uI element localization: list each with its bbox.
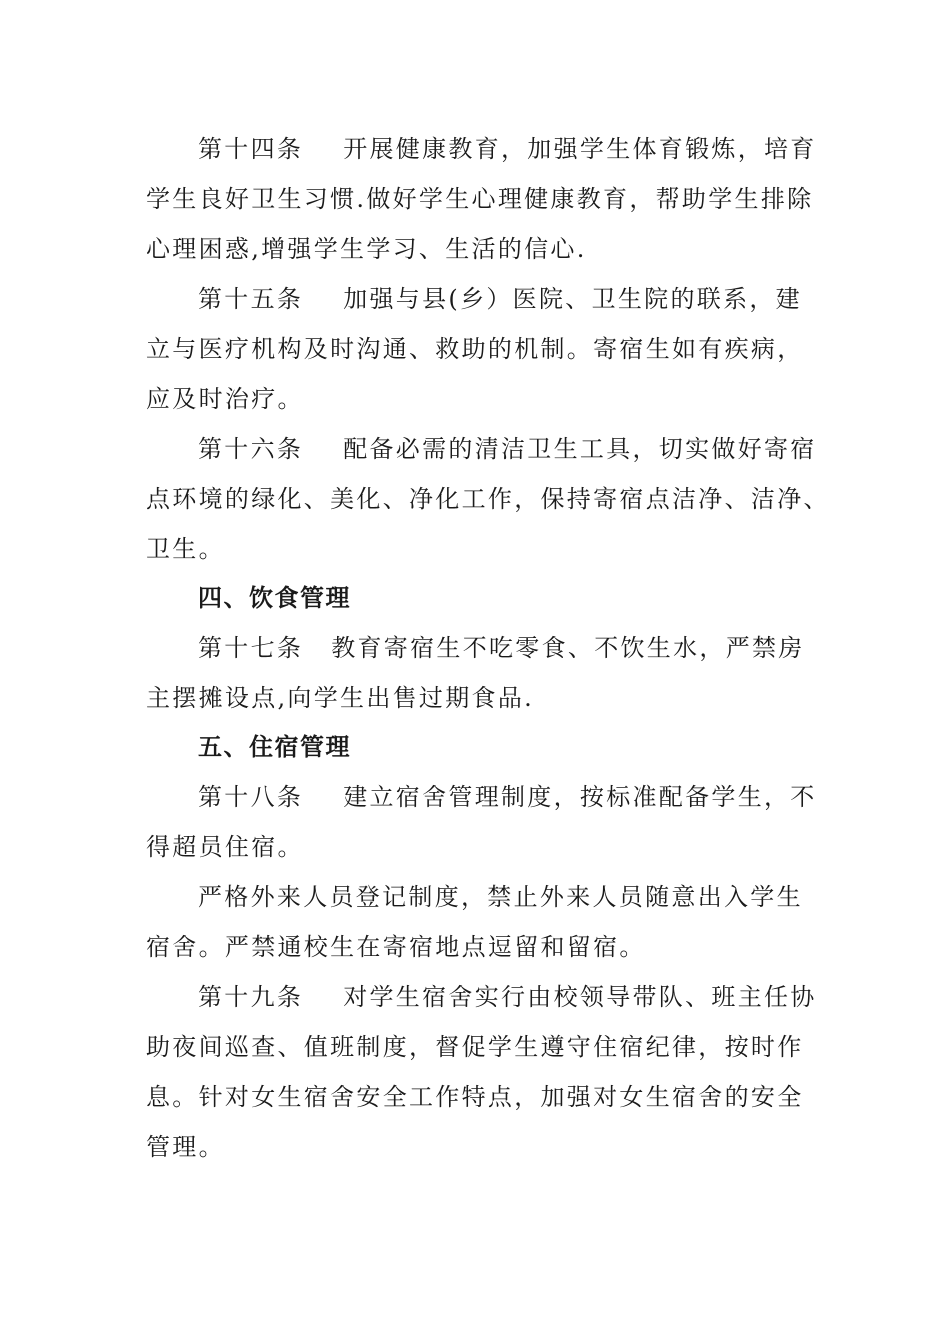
article-18-line-2: 得超员住宿。 — [146, 833, 304, 861]
article-18-line-1: 第十八条 建立宿舍管理制度，按标准配备学生，不 — [198, 783, 817, 811]
article-15-line-1: 第十五条 加强与县(乡）医院、卫生院的联系，建 — [198, 285, 802, 313]
article-16-label: 第十六条 — [198, 435, 304, 463]
visitor-paragraph-line-1: 严格外来人员登记制度，禁止外来人员随意出入学生 — [198, 883, 803, 911]
article-16-line-3: 卫生。 — [146, 535, 225, 563]
article-19-line-1: 第十九条 对学生宿舍实行由校领导带队、班主任协 — [198, 983, 817, 1011]
article-14-line-1: 第十四条 开展健康教育，加强学生体育锻炼，培育 — [198, 135, 817, 163]
heading-food-management: 四、饮食管理 — [198, 584, 351, 612]
article-17-line-1: 第十七条 教育寄宿生不吃零食、不饮生水，严禁房 — [198, 634, 805, 662]
article-16-line-2: 点环境的绿化、美化、净化工作，保持寄宿点洁净、洁净、 — [146, 485, 830, 513]
visitor-paragraph-line-2: 宿舍。严禁通校生在寄宿地点逗留和留宿。 — [146, 933, 646, 961]
heading-dorm-management: 五、住宿管理 — [198, 733, 351, 761]
article-19-line-2: 助夜间巡查、值班制度，督促学生遵守住宿纪律，按时作 — [146, 1033, 804, 1061]
article-17-label: 第十七条 — [198, 634, 304, 662]
article-14-line-3: 心理困惑,增强学生学习、生活的信心. — [146, 235, 587, 263]
article-14-line-2: 学生良好卫生习惯.做好学生心理健康教育，帮助学生排除 — [146, 185, 814, 213]
article-15-label: 第十五条 — [198, 285, 304, 313]
article-15-line-3: 应及时治疗。 — [146, 385, 304, 413]
article-18-label: 第十八条 — [198, 783, 304, 811]
article-19-line-4: 管理。 — [146, 1133, 225, 1161]
article-16-line-1: 第十六条 配备必需的清洁卫生工具，切实做好寄宿 — [198, 435, 817, 463]
article-15-line-2: 立与医疗机构及时沟通、救助的机制。寄宿生如有疾病， — [146, 335, 804, 363]
article-19-label: 第十九条 — [198, 983, 304, 1011]
article-19-line-3: 息。针对女生宿舍安全工作特点，加强对女生宿舍的安全 — [146, 1083, 804, 1111]
article-17-line-2: 主摆摊设点,向学生出售过期食品. — [146, 684, 535, 712]
article-14-label: 第十四条 — [198, 135, 304, 163]
